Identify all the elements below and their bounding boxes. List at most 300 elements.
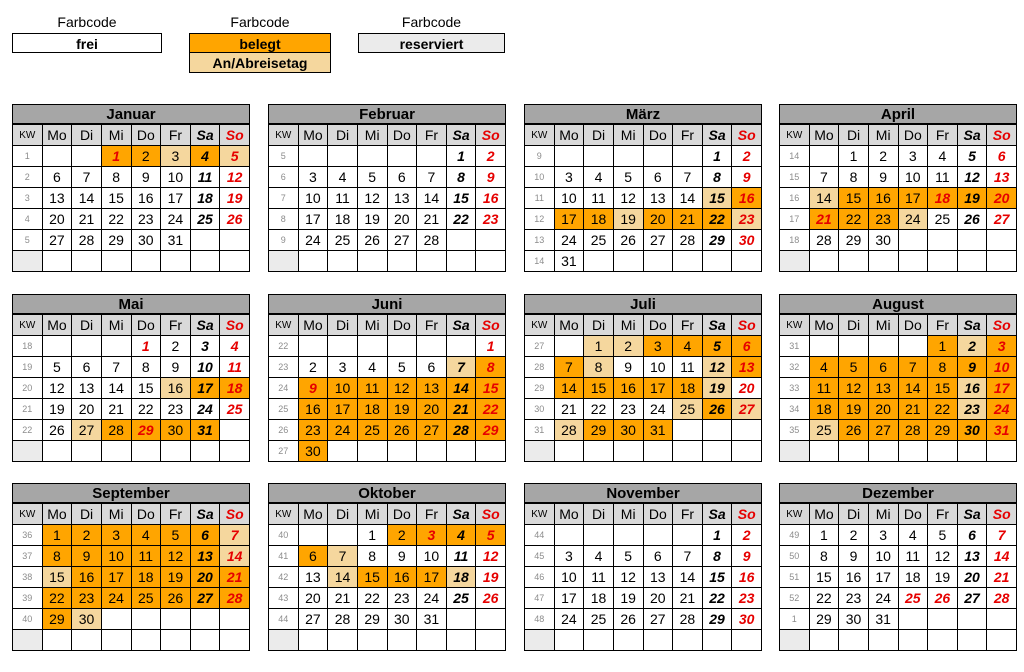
day-cell: 7 — [987, 525, 1017, 546]
day-cell: 9 — [131, 167, 161, 188]
weekday-header: Di — [72, 504, 102, 525]
day-cell: 15 — [476, 378, 506, 399]
day-cell: 24 — [868, 588, 898, 609]
day-cell: 8 — [584, 357, 614, 378]
month-grid — [12, 503, 250, 651]
day-cell: 31 — [554, 251, 584, 272]
weekday-header: So — [220, 315, 250, 336]
month-grid — [524, 503, 762, 651]
week-number: 11 — [525, 188, 555, 209]
day-cell — [357, 146, 387, 167]
day-cell — [643, 251, 673, 272]
weekday-header: Fr — [928, 125, 958, 146]
weekday-header: Di — [328, 315, 358, 336]
day-cell: 20 — [987, 188, 1017, 209]
week-number: 47 — [525, 588, 555, 609]
day-cell: 19 — [42, 399, 72, 420]
week-row — [13, 188, 250, 209]
month-juni — [268, 294, 506, 462]
day-cell: 18 — [673, 378, 703, 399]
day-cell: 4 — [190, 146, 220, 167]
day-cell — [987, 441, 1017, 462]
week-number: 12 — [525, 209, 555, 230]
week-number: 44 — [525, 525, 555, 546]
day-cell: 14 — [673, 188, 703, 209]
day-cell: 18 — [898, 567, 928, 588]
day-cell — [732, 251, 762, 272]
day-cell: 2 — [613, 336, 643, 357]
weekday-header: Mi — [613, 504, 643, 525]
week-row — [525, 209, 762, 230]
day-cell: 2 — [72, 525, 102, 546]
week-number: 37 — [13, 546, 43, 567]
day-cell: 9 — [298, 378, 328, 399]
day-cell: 29 — [839, 230, 869, 251]
day-cell — [554, 630, 584, 651]
day-cell — [809, 441, 839, 462]
day-cell: 14 — [101, 378, 131, 399]
week-number: 8 — [269, 209, 299, 230]
weekday-header: Fr — [928, 504, 958, 525]
day-cell: 12 — [702, 357, 732, 378]
day-cell: 21 — [220, 567, 250, 588]
day-cell — [161, 630, 191, 651]
day-cell: 12 — [161, 546, 191, 567]
day-cell — [417, 441, 447, 462]
day-cell — [476, 609, 506, 630]
day-cell: 6 — [868, 357, 898, 378]
week-number: 46 — [525, 567, 555, 588]
day-cell — [42, 146, 72, 167]
week-row — [780, 399, 1017, 420]
legend-title: Farbcode — [230, 14, 290, 30]
day-cell: 4 — [584, 167, 614, 188]
day-cell: 3 — [898, 146, 928, 167]
day-cell: 15 — [101, 188, 131, 209]
day-cell: 4 — [809, 357, 839, 378]
week-row — [13, 420, 250, 441]
day-cell: 12 — [839, 378, 869, 399]
week-row — [13, 546, 250, 567]
day-cell: 28 — [72, 230, 102, 251]
day-cell: 1 — [809, 525, 839, 546]
week-row — [13, 525, 250, 546]
day-cell: 21 — [417, 209, 447, 230]
week-row — [780, 567, 1017, 588]
week-number — [13, 441, 43, 462]
day-cell: 27 — [42, 230, 72, 251]
day-cell: 28 — [673, 230, 703, 251]
day-cell: 13 — [957, 546, 987, 567]
kw-header: KW — [525, 125, 555, 146]
day-cell: 12 — [613, 567, 643, 588]
day-cell — [643, 146, 673, 167]
day-cell: 22 — [584, 399, 614, 420]
day-cell — [673, 420, 703, 441]
day-cell: 28 — [554, 420, 584, 441]
week-number: 21 — [13, 399, 43, 420]
day-cell: 14 — [809, 188, 839, 209]
month-januar — [12, 104, 250, 272]
week-row — [780, 588, 1017, 609]
week-number: 15 — [780, 167, 810, 188]
day-cell: 9 — [72, 546, 102, 567]
day-cell: 29 — [928, 420, 958, 441]
day-cell: 15 — [702, 188, 732, 209]
day-cell: 2 — [131, 146, 161, 167]
day-cell: 6 — [42, 167, 72, 188]
week-row — [269, 230, 506, 251]
weekday-header: So — [476, 125, 506, 146]
day-cell — [898, 251, 928, 272]
weekday-header: Di — [72, 125, 102, 146]
day-cell: 11 — [446, 546, 476, 567]
day-cell: 17 — [643, 378, 673, 399]
day-cell: 27 — [957, 588, 987, 609]
week-row — [269, 588, 506, 609]
week-row — [13, 441, 250, 462]
month-september — [12, 483, 250, 651]
day-cell — [613, 146, 643, 167]
day-cell — [554, 146, 584, 167]
day-cell — [732, 630, 762, 651]
day-cell — [101, 251, 131, 272]
day-cell — [298, 336, 328, 357]
day-cell: 20 — [72, 399, 102, 420]
weekday-header: Fr — [417, 315, 447, 336]
day-cell — [131, 630, 161, 651]
day-cell: 23 — [732, 588, 762, 609]
day-cell: 19 — [220, 188, 250, 209]
day-cell: 30 — [72, 609, 102, 630]
week-number: 51 — [780, 567, 810, 588]
day-cell: 26 — [357, 230, 387, 251]
week-number — [269, 630, 299, 651]
day-cell: 21 — [987, 567, 1017, 588]
day-cell: 29 — [131, 420, 161, 441]
day-cell: 13 — [643, 567, 673, 588]
legend-box-belegt: belegt — [189, 33, 331, 53]
day-cell: 28 — [328, 609, 358, 630]
day-cell: 8 — [131, 357, 161, 378]
day-cell — [101, 609, 131, 630]
week-row — [780, 546, 1017, 567]
week-row — [269, 546, 506, 567]
day-cell: 18 — [446, 567, 476, 588]
day-cell: 7 — [446, 357, 476, 378]
day-cell: 1 — [928, 336, 958, 357]
day-cell: 25 — [328, 230, 358, 251]
kw-header: KW — [13, 315, 43, 336]
day-cell: 18 — [131, 567, 161, 588]
day-cell: 24 — [898, 209, 928, 230]
month-februar — [268, 104, 506, 272]
week-row — [780, 230, 1017, 251]
week-row — [525, 336, 762, 357]
day-cell: 10 — [987, 357, 1017, 378]
day-cell: 10 — [868, 546, 898, 567]
day-cell: 8 — [357, 546, 387, 567]
day-cell: 17 — [987, 378, 1017, 399]
weekday-header: Fr — [417, 125, 447, 146]
day-cell — [957, 609, 987, 630]
weekday-header: Mi — [868, 504, 898, 525]
day-cell — [957, 230, 987, 251]
day-cell: 14 — [72, 188, 102, 209]
day-cell: 17 — [898, 188, 928, 209]
day-cell — [72, 251, 102, 272]
day-cell — [476, 230, 506, 251]
day-cell — [328, 251, 358, 272]
day-cell: 1 — [357, 525, 387, 546]
day-cell: 23 — [957, 399, 987, 420]
day-cell — [446, 630, 476, 651]
week-row — [525, 378, 762, 399]
week-number — [13, 251, 43, 272]
weekday-header: Di — [584, 504, 614, 525]
week-row — [780, 209, 1017, 230]
day-cell: 16 — [72, 567, 102, 588]
day-cell: 13 — [72, 378, 102, 399]
day-cell: 3 — [417, 525, 447, 546]
week-row — [269, 336, 506, 357]
weekday-header: Mo — [809, 504, 839, 525]
weekday-header: Di — [839, 125, 869, 146]
day-cell: 24 — [417, 588, 447, 609]
day-cell: 22 — [476, 399, 506, 420]
week-row — [13, 357, 250, 378]
week-number: 31 — [525, 420, 555, 441]
day-cell: 2 — [298, 357, 328, 378]
week-number — [13, 630, 43, 651]
day-cell: 27 — [868, 420, 898, 441]
day-cell: 21 — [72, 209, 102, 230]
day-cell — [387, 441, 417, 462]
day-cell — [357, 441, 387, 462]
day-cell — [839, 336, 869, 357]
week-number: 5 — [13, 230, 43, 251]
weekday-header-row — [525, 504, 762, 525]
day-cell — [417, 251, 447, 272]
week-number: 43 — [269, 588, 299, 609]
week-row — [780, 251, 1017, 272]
day-cell: 19 — [613, 209, 643, 230]
weekday-header: Mo — [554, 315, 584, 336]
week-number: 16 — [780, 188, 810, 209]
week-row — [780, 167, 1017, 188]
kw-header: KW — [13, 125, 43, 146]
day-cell: 15 — [702, 567, 732, 588]
week-row — [780, 441, 1017, 462]
day-cell: 26 — [957, 209, 987, 230]
day-cell — [101, 336, 131, 357]
day-cell — [987, 609, 1017, 630]
day-cell: 10 — [298, 188, 328, 209]
day-cell: 18 — [357, 399, 387, 420]
day-cell: 17 — [101, 567, 131, 588]
day-cell: 22 — [446, 209, 476, 230]
day-cell: 23 — [72, 588, 102, 609]
weekday-header: Di — [328, 504, 358, 525]
day-cell: 9 — [868, 167, 898, 188]
day-cell: 20 — [643, 588, 673, 609]
day-cell: 18 — [809, 399, 839, 420]
day-cell: 11 — [673, 357, 703, 378]
weekday-header: Sa — [446, 125, 476, 146]
day-cell: 25 — [673, 399, 703, 420]
day-cell: 11 — [584, 567, 614, 588]
week-number: 19 — [13, 357, 43, 378]
day-cell: 12 — [957, 167, 987, 188]
day-cell: 8 — [928, 357, 958, 378]
day-cell — [101, 441, 131, 462]
day-cell: 21 — [328, 588, 358, 609]
day-cell: 26 — [387, 420, 417, 441]
day-cell: 21 — [809, 209, 839, 230]
day-cell — [613, 251, 643, 272]
day-cell: 11 — [809, 378, 839, 399]
weekday-header: Mo — [42, 315, 72, 336]
week-row — [525, 630, 762, 651]
day-cell: 2 — [161, 336, 191, 357]
day-cell: 3 — [554, 546, 584, 567]
weekday-header: Mi — [101, 504, 131, 525]
weekday-header: Sa — [957, 125, 987, 146]
week-number: 26 — [269, 420, 299, 441]
day-cell: 10 — [554, 188, 584, 209]
day-cell — [387, 630, 417, 651]
day-cell: 13 — [42, 188, 72, 209]
week-row — [780, 420, 1017, 441]
week-number: 1 — [780, 609, 810, 630]
day-cell: 31 — [643, 420, 673, 441]
day-cell: 28 — [101, 420, 131, 441]
day-cell — [702, 441, 732, 462]
week-row — [780, 188, 1017, 209]
day-cell: 30 — [298, 441, 328, 462]
day-cell — [584, 525, 614, 546]
day-cell — [417, 146, 447, 167]
week-number: 34 — [780, 399, 810, 420]
week-row — [13, 567, 250, 588]
day-cell — [190, 630, 220, 651]
day-cell: 16 — [613, 378, 643, 399]
day-cell — [809, 146, 839, 167]
day-cell: 7 — [898, 357, 928, 378]
day-cell — [220, 251, 250, 272]
week-row — [525, 357, 762, 378]
weekday-header: Sa — [957, 504, 987, 525]
day-cell: 16 — [298, 399, 328, 420]
month-title: April — [779, 104, 1017, 124]
day-cell — [131, 609, 161, 630]
day-cell: 27 — [298, 609, 328, 630]
weekday-header: Fr — [161, 504, 191, 525]
day-cell: 2 — [732, 146, 762, 167]
day-cell — [417, 630, 447, 651]
week-number: 27 — [269, 441, 299, 462]
day-cell: 15 — [809, 567, 839, 588]
weekday-header: Di — [839, 315, 869, 336]
day-cell: 3 — [190, 336, 220, 357]
day-cell: 7 — [809, 167, 839, 188]
day-cell — [643, 630, 673, 651]
month-grid — [524, 124, 762, 272]
day-cell: 12 — [387, 378, 417, 399]
day-cell: 23 — [868, 209, 898, 230]
day-cell: 6 — [643, 546, 673, 567]
week-number: 10 — [525, 167, 555, 188]
week-row — [525, 588, 762, 609]
day-cell: 15 — [446, 188, 476, 209]
kw-header: KW — [269, 504, 299, 525]
day-cell — [898, 230, 928, 251]
week-number: 18 — [780, 230, 810, 251]
weekday-header: So — [987, 504, 1017, 525]
day-cell: 24 — [161, 209, 191, 230]
week-row — [780, 336, 1017, 357]
month-title: Januar — [12, 104, 250, 124]
day-cell: 13 — [417, 378, 447, 399]
day-cell — [42, 251, 72, 272]
day-cell: 13 — [732, 357, 762, 378]
day-cell: 22 — [928, 399, 958, 420]
day-cell: 17 — [190, 378, 220, 399]
day-cell: 30 — [131, 230, 161, 251]
day-cell — [673, 441, 703, 462]
legend-frei — [12, 14, 162, 53]
day-cell: 18 — [928, 188, 958, 209]
day-cell: 29 — [476, 420, 506, 441]
day-cell — [809, 336, 839, 357]
day-cell: 1 — [446, 146, 476, 167]
day-cell: 5 — [357, 167, 387, 188]
day-cell: 30 — [161, 420, 191, 441]
day-cell — [673, 525, 703, 546]
day-cell: 8 — [446, 167, 476, 188]
day-cell: 16 — [387, 567, 417, 588]
day-cell — [298, 630, 328, 651]
day-cell: 28 — [417, 230, 447, 251]
week-row — [269, 188, 506, 209]
day-cell: 22 — [42, 588, 72, 609]
month-grid — [779, 124, 1017, 272]
day-cell: 12 — [220, 167, 250, 188]
month-august — [779, 294, 1017, 462]
weekday-header: Do — [898, 504, 928, 525]
day-cell — [220, 609, 250, 630]
weekday-header: Mi — [613, 125, 643, 146]
day-cell: 17 — [417, 567, 447, 588]
day-cell: 2 — [839, 525, 869, 546]
day-cell: 30 — [732, 230, 762, 251]
weekday-header: Mi — [101, 315, 131, 336]
week-row — [525, 146, 762, 167]
day-cell: 5 — [957, 146, 987, 167]
week-number: 36 — [13, 525, 43, 546]
day-cell — [809, 251, 839, 272]
day-cell: 23 — [161, 399, 191, 420]
month-juli — [524, 294, 762, 462]
day-cell: 20 — [643, 209, 673, 230]
weekday-header: Mi — [357, 125, 387, 146]
day-cell — [476, 630, 506, 651]
weekday-header: Fr — [161, 315, 191, 336]
day-cell: 10 — [328, 378, 358, 399]
day-cell: 5 — [928, 525, 958, 546]
month-grid — [268, 124, 506, 272]
day-cell — [220, 420, 250, 441]
